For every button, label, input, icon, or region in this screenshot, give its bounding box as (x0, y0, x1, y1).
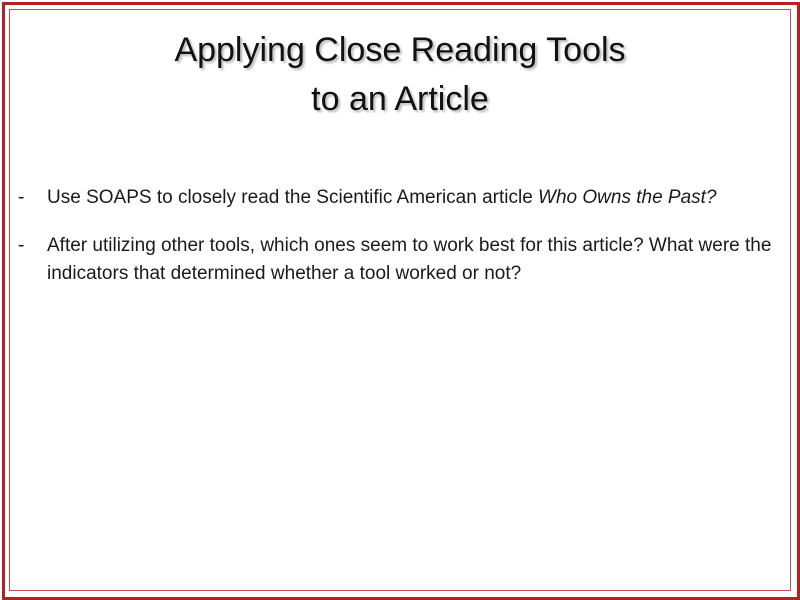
slide-title (60, 26, 740, 124)
bullet-marker: - (18, 235, 25, 256)
slide-title-line-1: Applying Close Reading Tools (174, 31, 626, 69)
bullet-text: Use SOAPS to closely read the Scientific American article (47, 187, 539, 208)
bullet-list (18, 184, 788, 308)
article-title: Who Owns the Past? (538, 187, 717, 208)
bullet-item-tools (18, 232, 788, 288)
bullet-marker: - (18, 187, 25, 208)
slide-title-line-2: to an Article (311, 80, 489, 118)
bullet-item-soaps (18, 184, 788, 212)
bullet-text: After utilizing other tools, which ones seem to work best for this article? What were the indicators that determined whether a tool worked or not? (47, 235, 772, 284)
